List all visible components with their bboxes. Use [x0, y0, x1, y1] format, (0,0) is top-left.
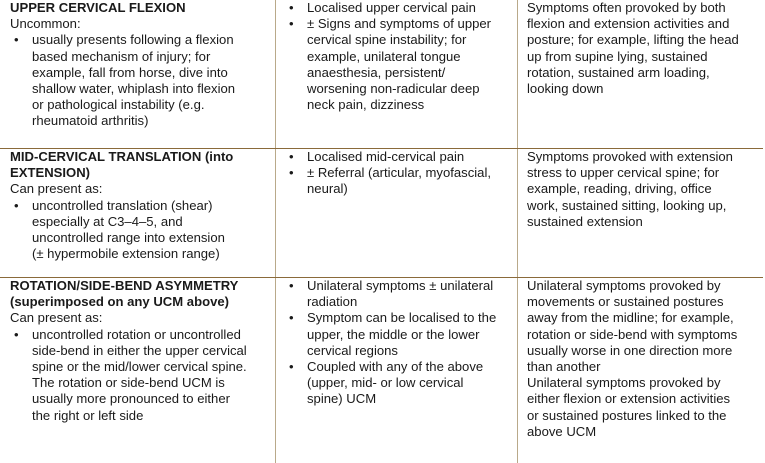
- bullet-line: or pathological instability (e.g.: [32, 97, 205, 113]
- text-line: than another: [527, 359, 601, 375]
- text-line: work, sustained sitting, looking up,: [527, 197, 727, 213]
- row-heading: EXTENSION): [10, 165, 91, 181]
- text-line: Unilateral symptoms provoked by: [527, 375, 721, 391]
- bullet-line: uncontrolled range into extension: [32, 230, 225, 246]
- bullet-line: shallow water, whiplash into flexion: [32, 81, 236, 97]
- bullet-line: • Coupled with any of the above: [285, 359, 507, 375]
- row-heading: (superimposed on any UCM above): [10, 294, 229, 310]
- bullet-line: rheumatoid arthritis): [32, 113, 149, 129]
- row-intro: Uncommon:: [10, 16, 81, 32]
- bullet-line: based mechanism of injury; for: [32, 48, 211, 64]
- bullet-line: • ± Referral (articular, myofascial,: [285, 165, 507, 181]
- text-line: flexion and extension activities and: [527, 16, 730, 32]
- text-line: posture; for example, lifting the head: [527, 32, 739, 48]
- provocation-cell: [527, 149, 757, 230]
- text-line: Symptoms provoked with extension: [527, 149, 733, 164]
- bullet-line: neck pain, dizziness: [307, 97, 425, 113]
- table-row: [0, 0, 763, 149]
- text-line: above UCM: [527, 423, 597, 439]
- bullet-line: worsening non-radicular deep: [307, 81, 480, 97]
- bullet-line: • Localised mid-cervical pain: [285, 149, 507, 165]
- bullet-line: neural): [307, 181, 348, 197]
- provocation-cell: [527, 278, 757, 440]
- bullet-line: cervical spine instability; for: [307, 32, 467, 48]
- bullet-line: cervical regions: [307, 342, 398, 358]
- text-line: rotation or side-bend with symptoms: [527, 326, 738, 342]
- bullet-line: usually more pronounced to either: [32, 391, 230, 407]
- movement-cell: [10, 278, 275, 424]
- text-line: Unilateral symptoms provoked by: [527, 278, 721, 293]
- bullet-line: • uncontrolled translation (shear): [10, 198, 275, 214]
- bullet-line: The rotation or side-bend UCM is: [32, 375, 225, 391]
- bullet-line: spine) UCM: [307, 391, 377, 407]
- text-line: movements or sustained postures: [527, 294, 724, 310]
- bullet-line: • Unilateral symptoms ± unilateral: [285, 278, 507, 294]
- text-line: Symptoms often provoked by both: [527, 0, 726, 15]
- row-heading: ROTATION/SIDE-BEND ASYMMETRY: [10, 278, 239, 293]
- bullet-line: spine or the mid/lower cervical spine.: [32, 359, 247, 375]
- text-line: either flexion or extension activities: [527, 391, 731, 407]
- bullet-line: • Symptom can be localised to the: [285, 310, 507, 326]
- text-line: stress to upper cervical spine; for: [527, 165, 720, 181]
- symptoms-cell: [285, 278, 507, 408]
- row-intro: Can present as:: [10, 181, 103, 197]
- provocation-cell: [527, 0, 757, 97]
- movement-cell: [10, 0, 275, 130]
- bullet-line: (± hypermobile extension range): [32, 246, 220, 262]
- bullet-line: • uncontrolled rotation or uncontrolled: [10, 327, 275, 343]
- text-line: or sustained postures linked to the: [527, 407, 727, 423]
- row-intro: Can present as:: [10, 310, 103, 326]
- text-line: example, reading, driving, office: [527, 181, 712, 197]
- text-line: usually worse in one direction more: [527, 342, 733, 358]
- text-line: up from supine lying, sustained: [527, 48, 708, 64]
- bullet-line: example, unilateral tongue: [307, 48, 461, 64]
- text-line: sustained extension: [527, 213, 643, 229]
- text-line: rotation, sustained arm loading,: [527, 64, 710, 80]
- bullet-line: side-bend in either the upper cervical: [32, 342, 247, 358]
- bullet-line: • ± Signs and symptoms of upper: [285, 16, 507, 32]
- bullet-line: especially at C3–4–5, and: [32, 213, 183, 229]
- bullet-line: (upper, mid- or low cervical: [307, 375, 464, 391]
- bullet-line: • usually presents following a flexion: [10, 32, 275, 48]
- bullet-line: upper, the middle or the lower: [307, 326, 480, 342]
- symptoms-cell: [285, 149, 507, 198]
- bullet-line: radiation: [307, 294, 358, 310]
- table-row: [0, 149, 763, 278]
- row-heading: UPPER CERVICAL FLEXION: [10, 0, 186, 15]
- bullet-line: • Localised upper cervical pain: [285, 0, 507, 16]
- bullet-line: the right or left side: [32, 407, 144, 423]
- movement-cell: [10, 149, 275, 262]
- row-heading: MID-CERVICAL TRANSLATION (into: [10, 149, 234, 164]
- bullet-line: example, fall from horse, dive into: [32, 64, 228, 80]
- symptoms-cell: [285, 0, 507, 113]
- text-line: looking down: [527, 81, 604, 97]
- table-row: [0, 278, 763, 463]
- text-line: away from the midline; for example,: [527, 310, 734, 326]
- bullet-line: anaesthesia, persistent/: [307, 64, 446, 80]
